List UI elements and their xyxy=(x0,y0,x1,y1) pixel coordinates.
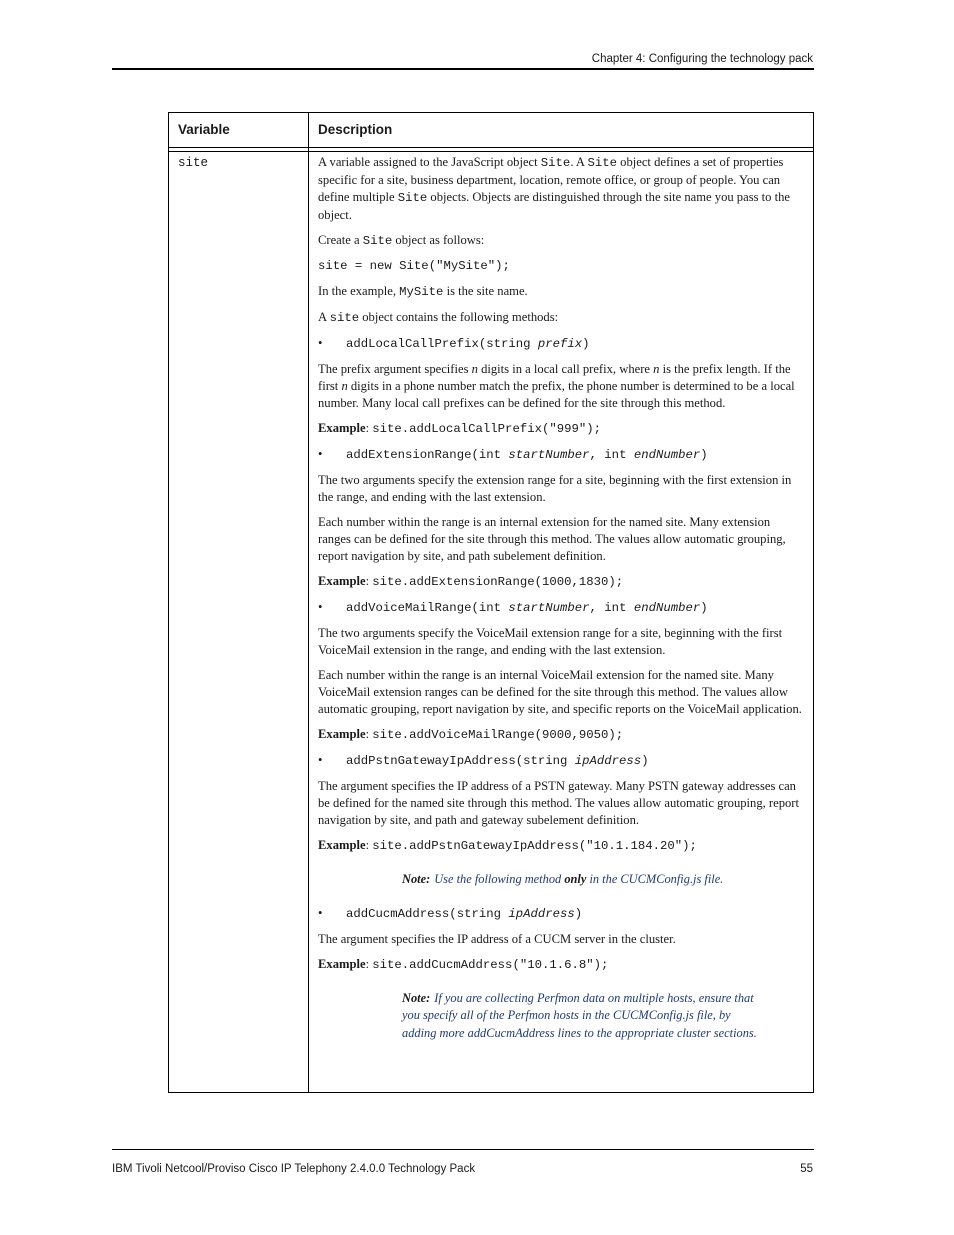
method-example: Example: site.addPstnGatewayIpAddress("10.1.184.20"); xyxy=(318,838,697,853)
method-description: Each number within the range is an internal extension for the named site. Many extension ranges can be defined for the site through this method. The values allow automatic grouping, report navigation by site, and path subelement definition. xyxy=(318,515,786,563)
bullet-icon: • xyxy=(318,336,323,350)
bullet-icon: • xyxy=(318,447,323,461)
note-block: Note: Use the following method only in the CUCMConfig.js file. xyxy=(402,872,724,886)
example-sentence: In the example, MySite is the site name. xyxy=(318,284,528,299)
running-header: Chapter 4: Configuring the technology pack xyxy=(591,53,813,65)
header-rule xyxy=(112,68,814,70)
method-description: The prefix argument specifies n digits in a local call prefix, where n is the prefix length. If the first n digits in a phone number match the prefix, the phone number is determined to be a local number. Many local call prefixes can be defined for the site through this method. xyxy=(318,362,795,410)
table-header-row xyxy=(169,113,813,148)
bullet-icon: • xyxy=(318,905,323,920)
column-header-description: Description xyxy=(318,122,393,137)
column-divider xyxy=(308,113,309,1092)
method-example: Example: site.addLocalCallPrefix("999"); xyxy=(318,421,601,436)
intro-paragraph: A variable assigned to the JavaScript object Site. A Site object defines a set of properties specific for a site, business department, location, remote office, or group of people. You can define multiple Site objects. Objects are distinguished through the site name you pass to the object. xyxy=(318,155,790,222)
method-signature: • addCucmAddress(string ipAddress) xyxy=(318,905,583,921)
variable-table xyxy=(168,112,814,1093)
method-example: Example: site.addVoiceMailRange(9000,9050); xyxy=(318,727,624,742)
method-signature: • addVoiceMailRange(int startNumber, int endNumber) xyxy=(318,600,708,615)
method-description: Each number within the range is an internal VoiceMail extension for the named site. Many VoiceMail extension ranges can be defined for the site through this method. The values allow automatic grouping, report navigation by site, and specific reports on the VoiceMail application. xyxy=(318,668,802,716)
methods-intro: A site object contains the following methods: xyxy=(318,310,559,325)
note-block: Note: If you are collecting Perfmon data on multiple hosts, ensure that you specify all of the Perfmon hosts in the CUCMConfig.js file, by adding more addCucmAddress lines to the appropriate cluster sections. xyxy=(402,990,757,1040)
footer-rule xyxy=(112,1149,814,1150)
method-signature: • addLocalCallPrefix(string prefix) xyxy=(318,336,590,351)
method-example: Example: site.addExtensionRange(1000,1830); xyxy=(318,574,624,589)
method-description: The argument specifies the IP address of a CUCM server in the cluster. xyxy=(318,931,676,946)
code-line: site = new Site("MySite"); xyxy=(318,259,510,273)
method-description: The two arguments specify the extension range for a site, beginning with the first extension in the range, and ending with the last extension. xyxy=(318,473,792,504)
footer-title: IBM Tivoli Netcool/Proviso Cisco IP Telephony 2.4.0.0 Technology Pack xyxy=(112,1163,476,1175)
bullet-icon: • xyxy=(318,600,323,614)
variable-name-cell: site xyxy=(178,156,209,170)
method-signature: • addPstnGatewayIpAddress(string ipAddress) xyxy=(318,753,649,768)
method-example: Example: site.addCucmAddress("10.1.6.8"); xyxy=(318,956,609,972)
method-signature: • addExtensionRange(int startNumber, int endNumber) xyxy=(318,447,708,462)
description-cell xyxy=(318,154,804,1058)
create-paragraph: Create a Site object as follows: xyxy=(318,233,485,248)
page-number: 55 xyxy=(800,1163,813,1175)
method-description: The two arguments specify the VoiceMail extension range for a site, beginning with the first VoiceMail extension in the range, and ending with the last extension. xyxy=(318,626,783,657)
bullet-icon: • xyxy=(318,753,323,767)
column-header-variable: Variable xyxy=(178,122,230,137)
method-description: The argument specifies the IP address of a PSTN gateway. Many PSTN gateway addresses can be defined for the named site through this method. The values allow automatic grouping, report navigation by site, and path and gateway subelement definition. xyxy=(318,779,800,827)
